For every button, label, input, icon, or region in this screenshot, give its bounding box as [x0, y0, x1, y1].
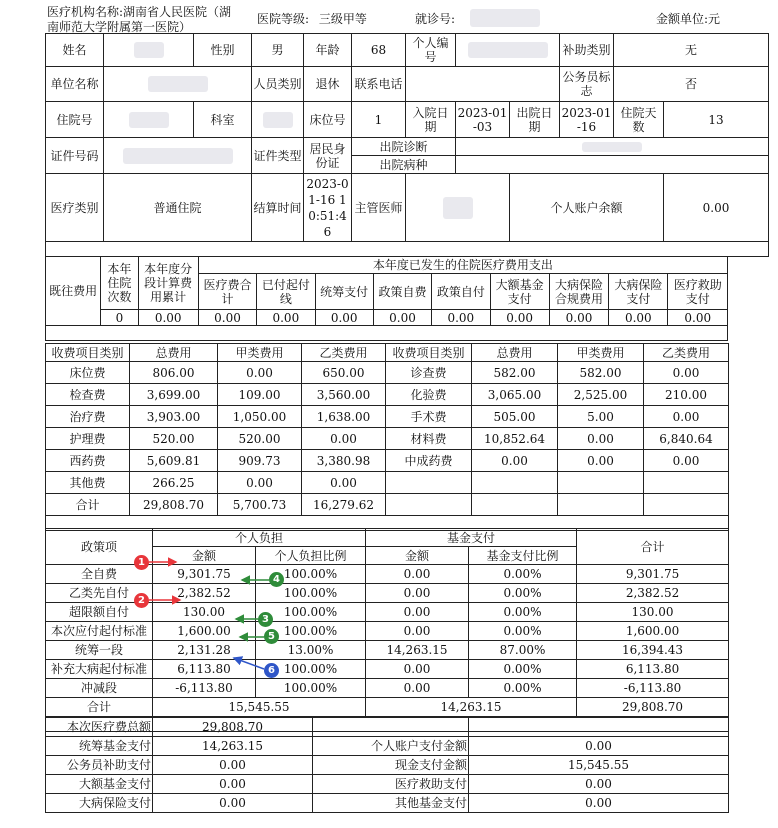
- fund-ratio: 87.00%: [469, 641, 577, 660]
- prior-header: 统筹支付: [315, 274, 373, 310]
- fee-amount: 0.00: [302, 428, 386, 450]
- policy-total: 9,301.75: [577, 565, 729, 584]
- age-label: 年龄: [304, 34, 352, 67]
- fee-amount: 0.00: [218, 362, 302, 384]
- fee-category: 护理费: [46, 428, 130, 450]
- fee-amount: 3,065.00: [472, 384, 558, 406]
- personal-ratio: 100.00%: [256, 584, 366, 603]
- fee-amount: 0.00: [472, 450, 558, 472]
- prior-header: 大病保险支付: [609, 274, 668, 310]
- prior-value: 0.00: [138, 310, 198, 326]
- summary-label: 大病保险支付: [46, 794, 153, 813]
- cert-type-value: 居民身份证: [304, 138, 352, 174]
- account-balance-label: 个人账户余额: [510, 174, 664, 242]
- personal-amount-header: 金额: [153, 547, 256, 565]
- unit-name-label: 单位名称: [46, 67, 104, 102]
- prior-value: 0.00: [315, 310, 373, 326]
- fund-amount: 14,263.15: [366, 641, 469, 660]
- prior-header: 已付起付线: [257, 274, 315, 310]
- annotation-marker-4: 4: [269, 572, 284, 587]
- unit-label: 金额单位:: [656, 12, 709, 26]
- person-type-value: 退休: [304, 67, 352, 102]
- fee-amount: 5,700.73: [218, 494, 302, 516]
- personal-amount: 130.00: [153, 603, 256, 622]
- med-type-value: 普通住院: [104, 174, 252, 242]
- policy-item: 超限额自付: [46, 603, 153, 622]
- policy-item: 冲减段: [46, 679, 153, 698]
- prior-year-header: 本年度已发生的住院医疗费用支出: [198, 257, 727, 274]
- personal-ratio-header: 个人负担比例: [256, 547, 366, 565]
- fund-amount: 0.00: [366, 565, 469, 584]
- fee-amount: 520.00: [130, 428, 218, 450]
- prior-header: 政策自付: [432, 274, 490, 310]
- days-label: 住院天数: [614, 102, 664, 138]
- fee-amount: 0.00: [644, 406, 729, 428]
- policy-item: 全自费: [46, 565, 153, 584]
- fund-amount: 0.00: [366, 679, 469, 698]
- fund-amount: 0.00: [366, 660, 469, 679]
- personal-header: 个人负担: [153, 529, 366, 547]
- person-type-label: 人员类别: [252, 67, 304, 102]
- summary-label: 个人账户支付金额: [313, 737, 469, 756]
- policy-total: 6,113.80: [577, 660, 729, 679]
- prior-value: 0.00: [668, 310, 728, 326]
- fee-header: 总费用: [472, 344, 558, 362]
- fee-amount: 5,609.81: [130, 450, 218, 472]
- fund-ratio-header: 基金支付比例: [469, 547, 577, 565]
- fee-category: 手术费: [386, 406, 472, 428]
- fund-amount: 0.00: [366, 622, 469, 641]
- prior-value: 0.00: [432, 310, 490, 326]
- summary-label: 公务员补助支付: [46, 756, 153, 775]
- arrow-6: [234, 658, 264, 669]
- personal-ratio: 100.00%: [256, 679, 366, 698]
- summary-value: 0.00: [469, 775, 729, 794]
- fee-amount: 16,279.62: [302, 494, 386, 516]
- policy-item: 补充大病起付标准: [46, 660, 153, 679]
- personal-amount: -6,113.80: [153, 679, 256, 698]
- prior-header: 大额基金支付: [490, 274, 549, 310]
- prior-row-label: 既往费用: [46, 257, 101, 326]
- bed-label: 床位号: [304, 102, 352, 138]
- fee-category: 床位费: [46, 362, 130, 384]
- fund-ratio: 0.00%: [469, 603, 577, 622]
- fee-header: 乙类费用: [644, 344, 729, 362]
- prior-header-visits: 本年住院次数: [101, 257, 138, 310]
- med-type-label: 医疗类别: [46, 174, 104, 242]
- institution-name-line1: 湖南省人民医院（湖: [123, 5, 232, 19]
- personal-ratio: 13.00%: [256, 641, 366, 660]
- policy-total: 1,600.00: [577, 622, 729, 641]
- admission-label: 入院日期: [406, 102, 456, 138]
- subsidy-type-value: 无: [614, 34, 769, 67]
- prior-value: 0.00: [609, 310, 668, 326]
- doctor-label: 主管医师: [352, 174, 406, 242]
- fee-amount: 582.00: [472, 362, 558, 384]
- fee-amount: 520.00: [218, 428, 302, 450]
- summary-label: 医疗救助支付: [313, 775, 469, 794]
- policy-item: 统筹一段: [46, 641, 153, 660]
- fee-header: 总费用: [130, 344, 218, 362]
- prior-value: 0.00: [257, 310, 315, 326]
- total-header: 合计: [577, 529, 729, 565]
- fund-ratio: 0.00%: [469, 584, 577, 603]
- cert-type-label: 证件类型: [252, 138, 304, 174]
- personal-no-label: 个人编号: [406, 34, 456, 67]
- personal-amount: 6,113.80: [153, 660, 256, 679]
- summary-label: 本次医疗费总额: [46, 718, 153, 737]
- institution-label: 医疗机构名称:: [47, 5, 124, 19]
- summary-value: 0.00: [153, 775, 313, 794]
- summary-label: 统筹基金支付: [46, 737, 153, 756]
- fee-amount: 0.00: [302, 472, 386, 494]
- fee-amount: 0.00: [558, 450, 644, 472]
- fee-amount: 0.00: [558, 428, 644, 450]
- fee-header: 甲类费用: [218, 344, 302, 362]
- fee-category: 诊查费: [386, 362, 472, 384]
- fee-amount: 0.00: [644, 362, 729, 384]
- fee-header: 收费项目类别: [46, 344, 130, 362]
- visit-no-label: 就诊号:: [415, 12, 456, 26]
- fee-category: 合计: [46, 494, 130, 516]
- fee-category: 中成药费: [386, 450, 472, 472]
- unit-value: 元: [708, 12, 721, 26]
- annotation-marker-1: 1: [134, 555, 149, 570]
- fee-header: 收费项目类别: [386, 344, 472, 362]
- summary-label: 其他基金支付: [313, 794, 469, 813]
- fee-category: 检查费: [46, 384, 130, 406]
- prior-header: 大病保险合规费用: [549, 274, 608, 310]
- fee-amount: 0.00: [218, 472, 302, 494]
- settle-time-label: 结算时间: [252, 174, 304, 242]
- fee-amount: 29,808.70: [130, 494, 218, 516]
- fund-amount-header: 金额: [366, 547, 469, 565]
- fee-amount: 266.25: [130, 472, 218, 494]
- fund-ratio: 0.00%: [469, 679, 577, 698]
- institution-name-line2: 南师范大学附属第一医院）: [47, 20, 192, 34]
- fee-amount: 3,699.00: [130, 384, 218, 406]
- summary-label: 大额基金支付: [46, 775, 153, 794]
- inpatient-no-label: 住院号: [46, 102, 104, 138]
- personal-ratio: 100.00%: [256, 565, 366, 584]
- bed-value: 1: [352, 102, 406, 138]
- fee-header: 甲类费用: [558, 344, 644, 362]
- fee-amount: 210.00: [644, 384, 729, 406]
- policy-total-label: 合计: [46, 698, 153, 717]
- prior-value: 0.00: [490, 310, 549, 326]
- cert-no-label: 证件号码: [46, 138, 104, 174]
- fee-amount: 582.00: [558, 362, 644, 384]
- fund-amount: 0.00: [366, 584, 469, 603]
- fee-amount: 3,380.98: [302, 450, 386, 472]
- fund-amount: 0.00: [366, 603, 469, 622]
- fee-category: 其他费: [46, 472, 130, 494]
- fee-amount: 3,903.00: [130, 406, 218, 428]
- personal-amount: 9,301.75: [153, 565, 256, 584]
- fee-category: 化验费: [386, 384, 472, 406]
- prior-value: 0.00: [549, 310, 608, 326]
- summary-value: 29,808.70: [153, 718, 313, 737]
- prior-header: 医疗费合计: [198, 274, 256, 310]
- policy-total: 16,394.43: [577, 641, 729, 660]
- fee-amount: 650.00: [302, 362, 386, 384]
- policy-header: 政策项: [46, 529, 153, 565]
- account-balance-value: 0.00: [664, 174, 769, 242]
- policy-total-personal: 15,545.55: [153, 698, 366, 717]
- fee-amount: 109.00: [218, 384, 302, 406]
- policy-item: 乙类先自付: [46, 584, 153, 603]
- prior-value: 0: [101, 310, 138, 326]
- fee-category: 西药费: [46, 450, 130, 472]
- fee-header: 乙类费用: [302, 344, 386, 362]
- fee-category: 材料费: [386, 428, 472, 450]
- prior-header: 医疗救助支付: [668, 274, 728, 310]
- fee-amount: 505.00: [472, 406, 558, 428]
- gender-label: 性别: [194, 34, 252, 67]
- summary-label: 现金支付金额: [313, 756, 469, 775]
- fee-amount: 1,638.00: [302, 406, 386, 428]
- discharge-value: 2023-01-16: [560, 102, 614, 138]
- policy-total: 130.00: [577, 603, 729, 622]
- age-value: 68: [352, 34, 406, 67]
- policy-total-fund: 14,263.15: [366, 698, 577, 717]
- fund-ratio: 0.00%: [469, 565, 577, 584]
- annotation-marker-3: 3: [258, 612, 273, 627]
- summary-value: 15,545.55: [469, 756, 729, 775]
- settle-time-value: 2023-01-16 10:51:46: [304, 174, 352, 242]
- fund-ratio: 0.00%: [469, 660, 577, 679]
- fund-header: 基金支付: [366, 529, 577, 547]
- fee-amount: 0.00: [644, 450, 729, 472]
- policy-total: -6,113.80: [577, 679, 729, 698]
- fee-amount: 2,525.00: [558, 384, 644, 406]
- personal-ratio: 100.00%: [256, 603, 366, 622]
- discharge-label: 出院日期: [510, 102, 560, 138]
- fee-amount: 5.00: [558, 406, 644, 428]
- policy-total: 2,382.52: [577, 584, 729, 603]
- level-label: 医院等级:: [257, 12, 310, 26]
- disease-label: 出院病种: [352, 156, 456, 174]
- civil-servant-value: 否: [614, 67, 769, 102]
- gender-value: 男: [252, 34, 304, 67]
- summary-value: 14,263.15: [153, 737, 313, 756]
- phone-label: 联系电话: [352, 67, 406, 102]
- fee-category: 治疗费: [46, 406, 130, 428]
- personal-amount: 2,382.52: [153, 584, 256, 603]
- prior-value: 0.00: [198, 310, 256, 326]
- fee-amount: 806.00: [130, 362, 218, 384]
- fee-amount: 1,050.00: [218, 406, 302, 428]
- prior-value: 0.00: [373, 310, 431, 326]
- fund-ratio: 0.00%: [469, 622, 577, 641]
- prior-header: 政策自费: [373, 274, 431, 310]
- annotation-marker-2: 2: [134, 593, 149, 608]
- civil-servant-label: 公务员标志: [560, 67, 614, 102]
- personal-ratio: 100.00%: [256, 660, 366, 679]
- annotation-marker-5: 5: [264, 629, 279, 644]
- fee-amount: 10,852.64: [472, 428, 558, 450]
- fee-amount: 909.73: [218, 450, 302, 472]
- personal-amount: 2,131.28: [153, 641, 256, 660]
- annotation-marker-6: 6: [264, 663, 279, 678]
- summary-value: 0.00: [469, 794, 729, 813]
- level-value: 三级甲等: [318, 12, 367, 26]
- prior-header-segment: 本年度分段计算费用累计: [138, 257, 198, 310]
- summary-value: 0.00: [469, 737, 729, 756]
- diag-label: 出院诊断: [352, 138, 456, 156]
- admission-value: 2023-01-03: [456, 102, 510, 138]
- fee-amount: 3,560.00: [302, 384, 386, 406]
- dept-label: 科室: [194, 102, 252, 138]
- summary-value: 0.00: [153, 756, 313, 775]
- personal-ratio: 100.00%: [256, 622, 366, 641]
- policy-total-all: 29,808.70: [577, 698, 729, 717]
- days-value: 13: [664, 102, 769, 138]
- personal-amount: 1,600.00: [153, 622, 256, 641]
- fee-amount: 6,840.64: [644, 428, 729, 450]
- summary-value: 0.00: [153, 794, 313, 813]
- name-label: 姓名: [46, 34, 104, 67]
- subsidy-type-label: 补助类别: [560, 34, 614, 67]
- policy-item: 本次应付起付标准: [46, 622, 153, 641]
